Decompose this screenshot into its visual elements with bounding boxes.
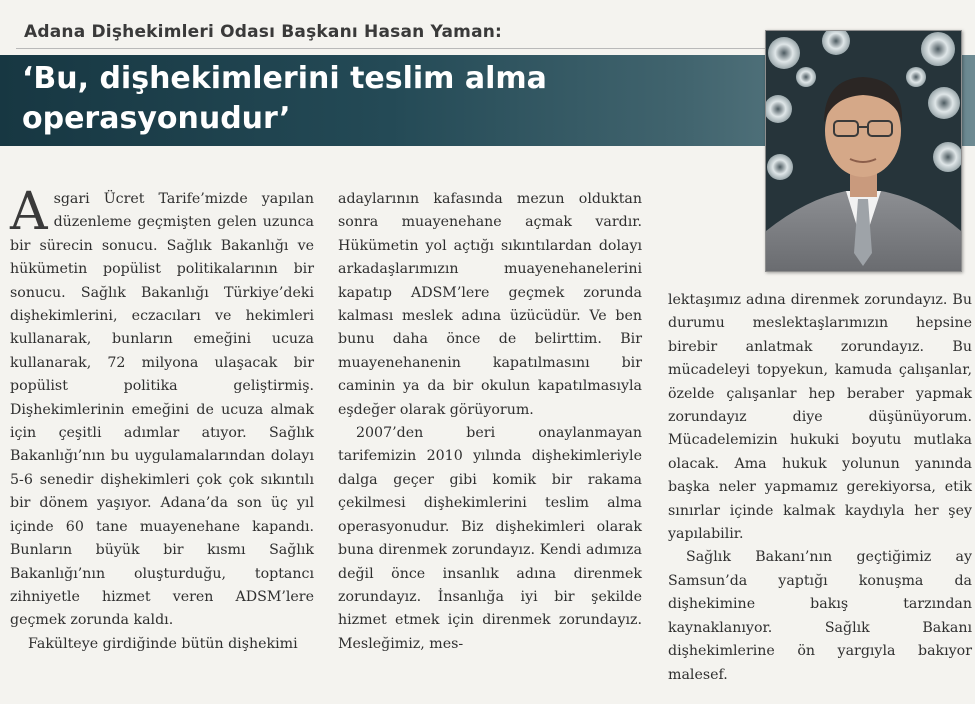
portrait-photo	[765, 30, 962, 272]
article-column-3	[668, 289, 972, 687]
article-headline	[22, 59, 547, 139]
portrait-illustration	[766, 31, 961, 271]
kicker-rule	[16, 48, 776, 49]
paragraph: Sağlık Bakanı’nın geçtiğimiz ay Samsun’da yaptığı konuşma da dişhekimine bakış tarzından kaynaklanıyor. Sağlık Bakanı dişhekimlerine ön yargıyla bakıyor malesef.	[668, 549, 972, 683]
paragraph: Asgari Ücret Tarife’mizde yapılan düzenleme geçmişten gelen uzunca bir sürecin sonucu. Sağlık Bakanlığı ve hükümetin popülist politikalarının bir sonucu. Sağlık Bakanlığı Türkiye’deki dişhekimlerini, eczacıları ve hekimleri kullanarak, bunların emeğini ucuza kullanarak, 72 milyona ulaşacak bir popülist politika geliştirmiş. Dişhekimlerinin emeğini de ucuza almak için çeşitli adımlar atıyor. Sağlık Bakanlığı’nın bu uygulamalarından dolayı 5-6 senedir dişhekimleri çok çok sıkıntılı bir dönem yaşıyor. Adana’da son üç yıl içinde 60 tane muayenehane kapandı. Bunların büyük bir kısmı Sağlık Bakanlığı’nın oluşturduğu, toptancı zihniyetle hizmet veren ADSM’lere geçmek zorunda kaldı.	[10, 182, 314, 629]
article-column-1	[10, 182, 314, 656]
paragraph: adaylarının kafasında mezun olduktan sonra muayenehane açmak vardır. Hükümetin yol açtığı sıkıntılardan dolayı arkadaşlarımızın muayenehanelerini kapatıp ADSM’lere geçmek zorunda kalması meslek adına üzücüdür. Ve ben bunu daha önce de belirttim. Bir muayenehanenin kapatılmasını bir caminin ya da bir okulun kapatılmasıyla eşdeğer olarak görüyorum.	[338, 191, 642, 418]
drop-cap: A	[10, 182, 48, 242]
headline-line-1: ‘Bu, dişhekimlerini teslim alma	[22, 61, 547, 96]
paragraph: 2007’den beri onaylanmayan tarifemizin 2010 yılında dişhekimleriyle dalga geçer gibi komik bir rakama çekilmesi dişhekimlerini teslim alma operasyonudur. Biz dişhekimleri olarak buna direnmek zorundayız. Kendi adımıza değil önce insanlık adına direnmek zorundayız. İnsanlığa iyi bir şekilde hizmet etmek için direnmek zorundayız. Mesleğimiz, mes-	[338, 425, 642, 652]
headline-line-2: operasyonudur’	[22, 101, 291, 136]
paragraph: Fakülteye girdiğinde bütün dişhekimi	[28, 635, 298, 652]
paragraph: lektaşımız adına direnmek zorundayız. Bu durumu meslektaşlarımızın hepsine birebir anlatmak zorundayız. Bu mücadeleyi topyekun, kamuda çalışanlar, özelde çalışanlar hep beraber yapmak zorundayız diye düşünüyorum. Mücadelemizin hukuki boyutu mutlaka olacak. Ama hukuk yolunun yanında başka neler yapmamız gerekiyorsa, etik sınırlar içinde kalmak kaydıyla her şey yapılabilir.	[668, 292, 972, 543]
article-column-2	[338, 188, 642, 656]
article-kicker: Adana Dişhekimleri Odası Başkanı Hasan Yaman:	[24, 22, 503, 42]
